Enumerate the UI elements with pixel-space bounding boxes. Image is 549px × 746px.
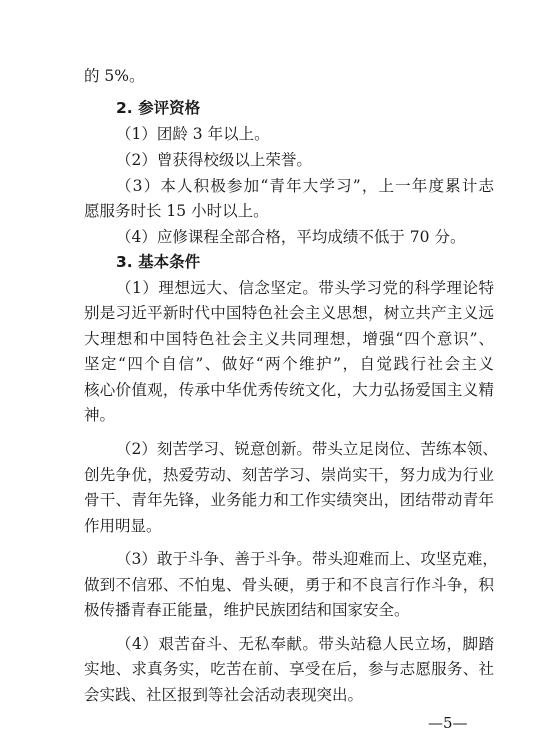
paragraph-line: 创先争优，热爱劳动、刻苦学习、崇尚实干，努力成为行业 <box>84 466 494 484</box>
section-heading-basic-conditions: 3. 基本条件 <box>116 253 201 271</box>
paragraph-line: 骨干、青年先锋，业务能力和工作实绩突出，团结带动青年 <box>84 491 494 509</box>
paragraph-line: （1）理想远大、信念坚定。带头学习党的科学理论特 <box>116 279 494 297</box>
page-number: —5— <box>428 714 468 732</box>
paragraph-line: 会实践、社区报到等社会活动表现突出。 <box>84 686 364 704</box>
paragraph-line: （2）曾获得校级以上荣誉。 <box>116 151 312 169</box>
paragraph-line: 实地、求真务实，吃苦在前、享受在后，参与志愿服务、社 <box>84 660 494 678</box>
paragraph-line: 极传播青春正能量，维护民族团结和国家安全。 <box>84 601 410 619</box>
paragraph-line: 的 5%。 <box>84 67 145 85</box>
paragraph-line: （4）应修课程全部合格，平均成绩不低于 70 分。 <box>116 228 466 246</box>
paragraph-line: （3）敢于斗争、善于斗争。带头迎难而上、攻坚克难， <box>116 550 498 568</box>
paragraph-line: （4）艰苦奋斗、无私奉献。带头站稳人民立场，脚踏 <box>116 635 494 653</box>
paragraph-line: 神。 <box>84 406 116 424</box>
paragraph-line: （2）刻苦学习、锐意创新。带头立足岗位、苦练本领、 <box>116 440 498 458</box>
paragraph-line: 核心价值观，传承中华优秀传统文化，大力弘扬爱国主义精 <box>84 381 494 399</box>
paragraph-line: 作用明显。 <box>84 517 162 535</box>
paragraph-line: 坚定“四个自信”、做好“两个维护”，自觉践行社会主义 <box>84 355 494 373</box>
paragraph-line: （1）团龄 3 年以上。 <box>116 125 270 143</box>
section-heading-eligibility: 2. 参评资格 <box>116 99 201 117</box>
paragraph-line: 做到不信邪、不怕鬼、骨头硬，勇于和不良言行作斗争，积 <box>84 576 494 594</box>
paragraph-line: 大理想和中国特色社会主义共同理想，增强“四个意识”、 <box>84 330 494 348</box>
paragraph-line: （3）本人积极参加“青年大学习”，上一年度累计志 <box>116 177 494 195</box>
paragraph-line: 别是习近平新时代中国特色社会主义思想，树立共产主义远 <box>84 304 494 322</box>
paragraph-line: 愿服务时长 15 小时以上。 <box>84 202 269 220</box>
